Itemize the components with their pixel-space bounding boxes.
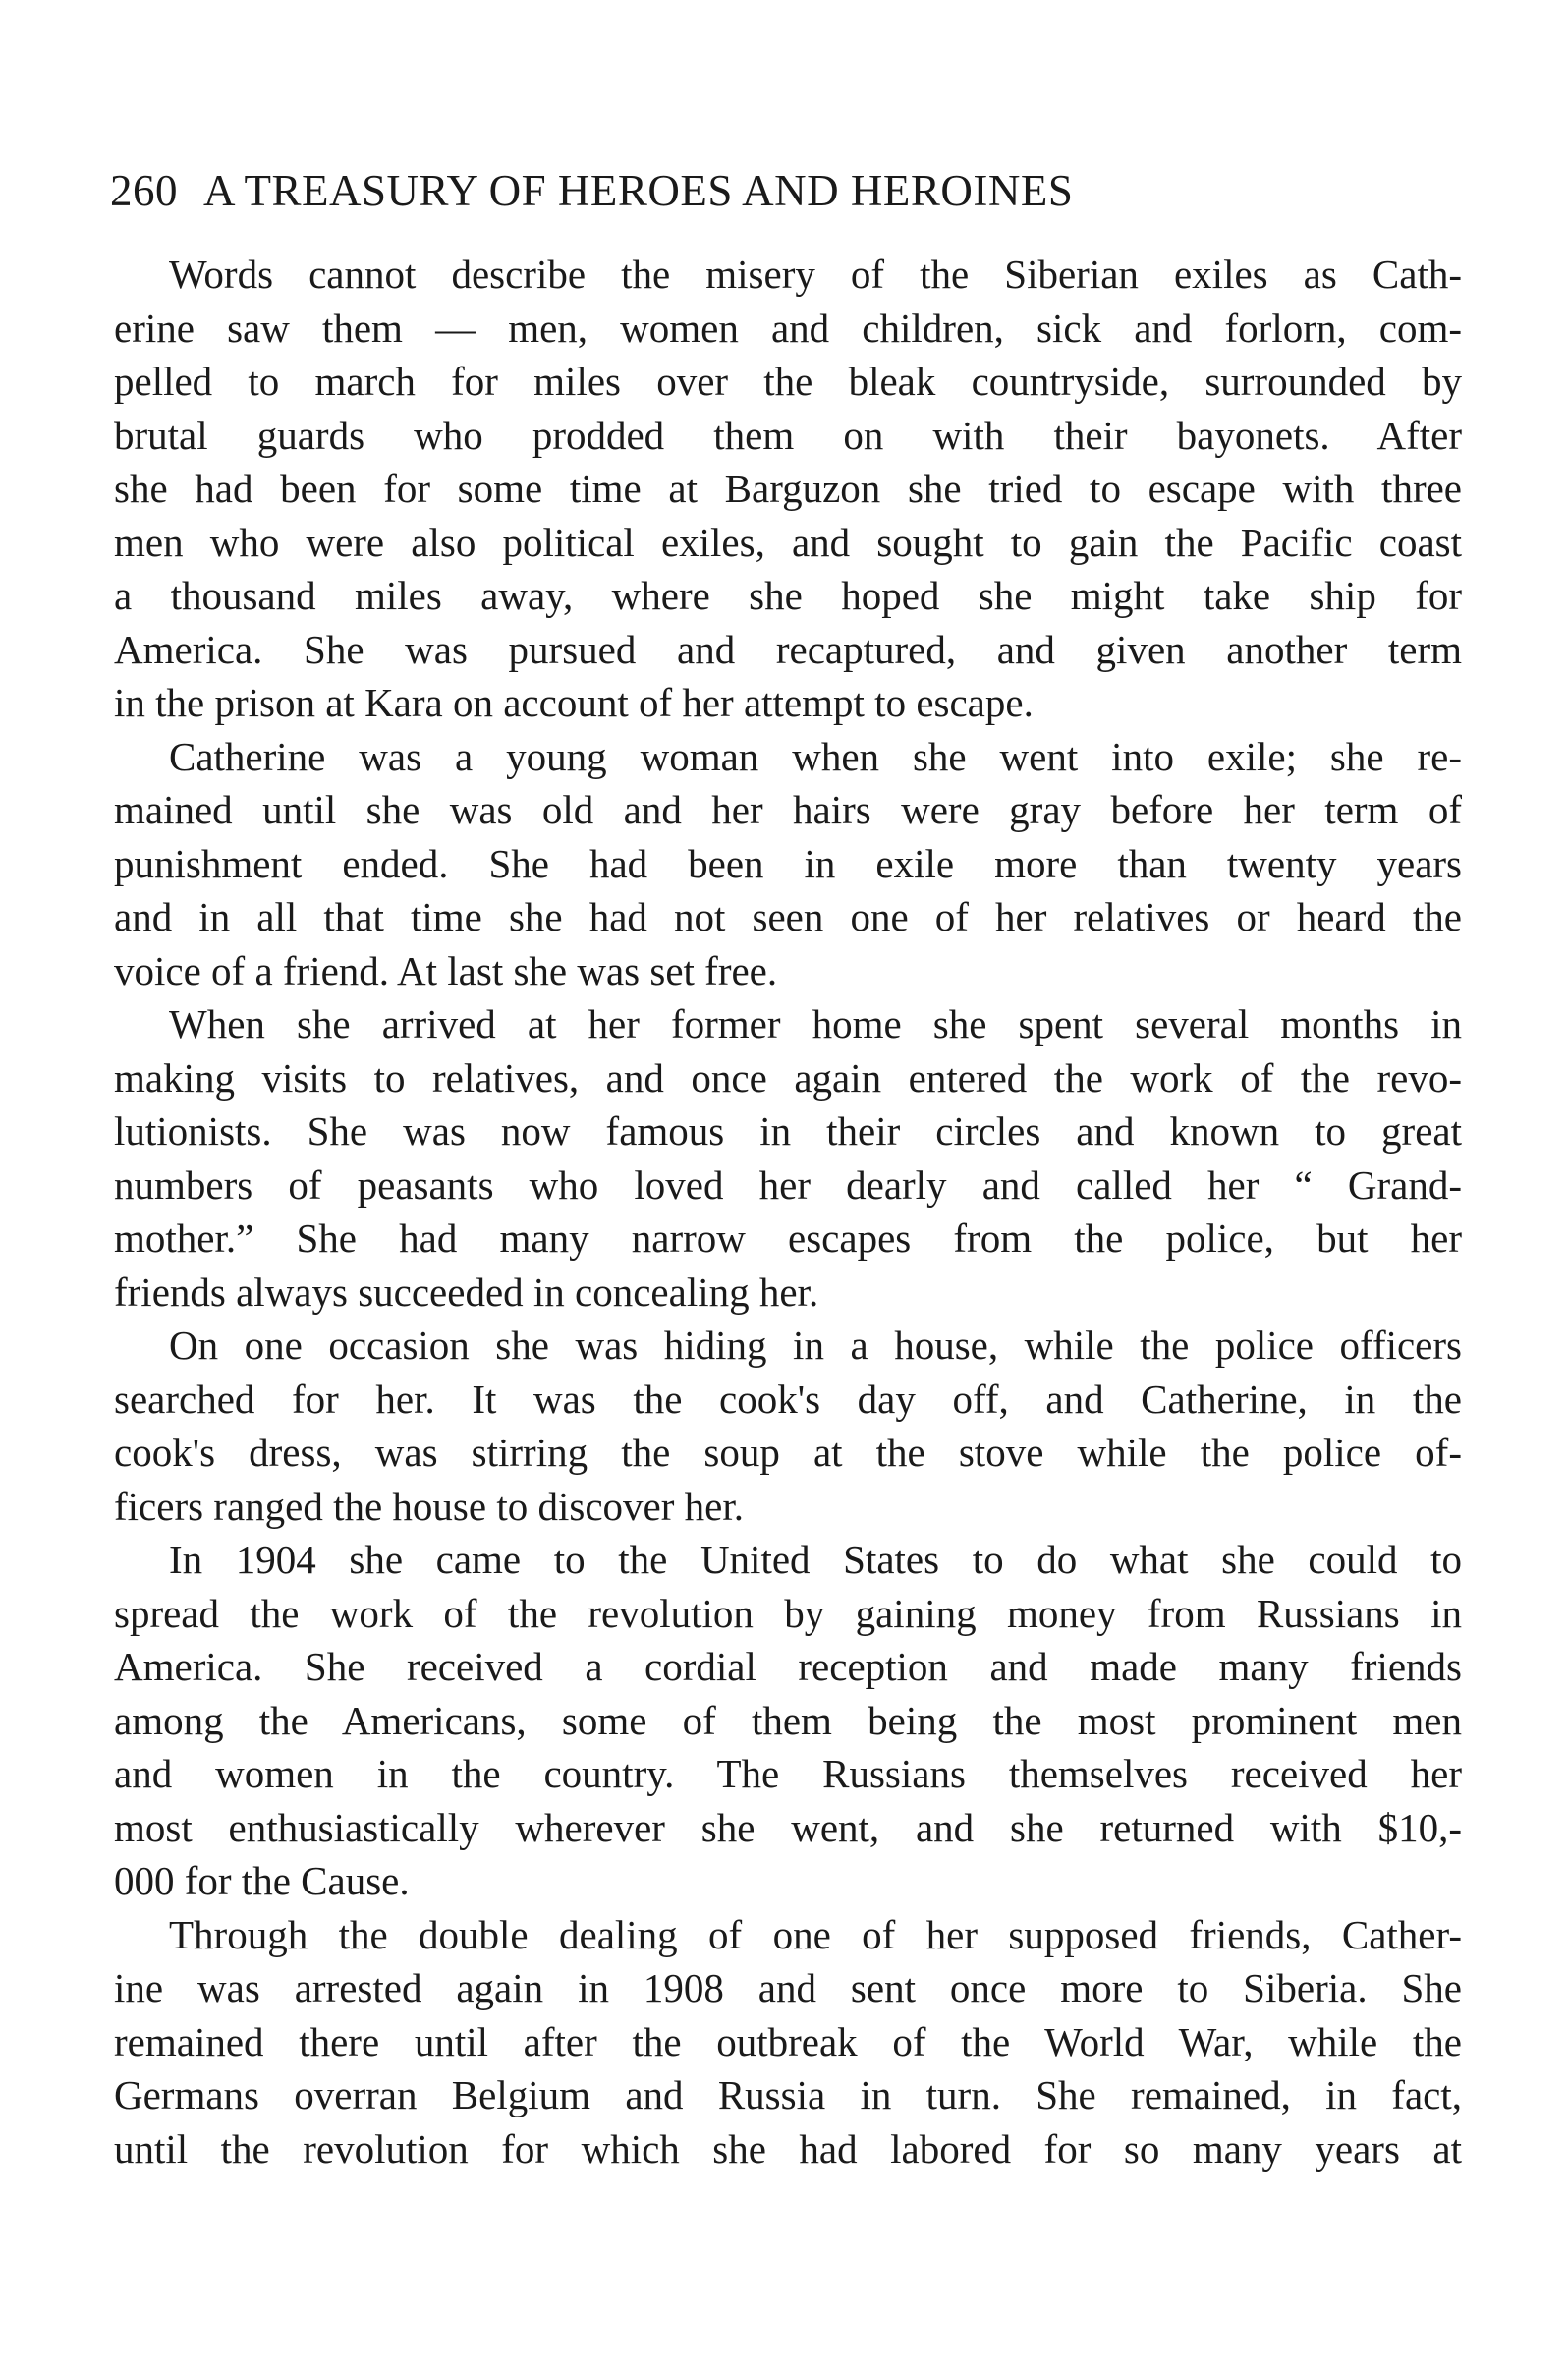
text-line: ine was arrested again in 1908 and sent once more to Siberia. She xyxy=(114,1965,1462,2010)
text-line: she had been for some time at Barguzon she tried to escape with three xyxy=(114,466,1462,511)
text-line: In 1904 she came to the United States to do what she could to xyxy=(169,1537,1462,1582)
text-line: erine saw them — men, women and children, sick and forlorn, com- xyxy=(114,305,1462,351)
text-line: Words cannot describe the misery of the Siberian exiles as Cath- xyxy=(169,252,1462,297)
text-line: 000 for the Cause. xyxy=(114,1858,410,1903)
book-title: A TREASURY OF HEROES AND HEROINES xyxy=(203,166,1074,215)
text-line: voice of a friend. At last she was set free. xyxy=(114,947,778,993)
text-line: America. She was pursued and recaptured, and given another term xyxy=(114,626,1462,672)
text-line: lutionists. She was now famous in their circles and known to great xyxy=(114,1108,1462,1154)
text-line: a thousand miles away, where she hoped she might take ship for xyxy=(114,573,1462,618)
paragraph xyxy=(114,1533,1462,1908)
text-line: cook's dress, was stirring the soup at the stove while the police of- xyxy=(114,1430,1462,1475)
text-line: America. She received a cordial reception and made many friends xyxy=(114,1644,1462,1689)
text-line: Through the double dealing of one of her supposed friends, Cather- xyxy=(169,1911,1462,1957)
text-line: remained there until after the outbreak of the World War, while the xyxy=(114,2018,1462,2064)
text-line: in the prison at Kara on account of her attempt to escape. xyxy=(114,680,1034,725)
text-line: punishment ended. She had been in exile more than twenty years xyxy=(114,840,1462,886)
text-line: pelled to march for miles over the bleak countryside, surrounded by xyxy=(114,359,1462,404)
text-line: brutal guards who prodded them on with their bayonets. After xyxy=(114,412,1462,458)
text-line: Germans overran Belgium and Russia in turn. She remained, in fact, xyxy=(114,2072,1462,2117)
text-line: making visits to relatives, and once again entered the work of the revo- xyxy=(114,1054,1462,1101)
body-text xyxy=(114,248,1462,2175)
paragraph xyxy=(114,1908,1462,2176)
text-line: On one occasion she was hiding in a house, while the police officers xyxy=(169,1323,1462,1368)
text-line: friends always succeeded in concealing her. xyxy=(114,1269,819,1315)
running-head xyxy=(110,159,1466,222)
paragraph xyxy=(114,248,1462,730)
text-line: When she arrived at her former home she spent several months in xyxy=(169,1001,1462,1046)
text-line: men who were also political exiles, and sought to gain the Pacific coast xyxy=(114,519,1462,565)
page-number: 260 xyxy=(110,166,178,215)
text-line: numbers of peasants who loved her dearly and called her “ Grand- xyxy=(114,1161,1462,1208)
text-line: and women in the country. The Russians themselves received her xyxy=(114,1751,1462,1796)
paragraph xyxy=(114,730,1462,998)
text-line: Catherine was a young woman when she went into exile; she re- xyxy=(169,733,1462,779)
text-line: most enthusiastically wherever she went, and she returned with $10,- xyxy=(114,1804,1462,1850)
paragraph xyxy=(114,997,1462,1319)
text-line: mained until she was old and her hairs were gray before her term of xyxy=(114,787,1462,832)
text-line: searched for her. It was the cook's day off, and Catherine, in the xyxy=(114,1376,1462,1422)
text-line: ficers ranged the house to discover her. xyxy=(114,1483,744,1529)
text-line: among the Americans, some of them being the most prominent men xyxy=(114,1697,1462,1743)
text-line: and in all that time she had not seen one of her relatives or heard the xyxy=(114,894,1462,939)
text-line: until the revolution for which she had labored for so many years at xyxy=(114,2125,1462,2172)
paragraph xyxy=(114,1319,1462,1533)
text-line: mother.” She had many narrow escapes from the police, but her xyxy=(114,1215,1462,1261)
text-line: spread the work of the revolution by gaining money from Russians in xyxy=(114,1590,1462,1636)
